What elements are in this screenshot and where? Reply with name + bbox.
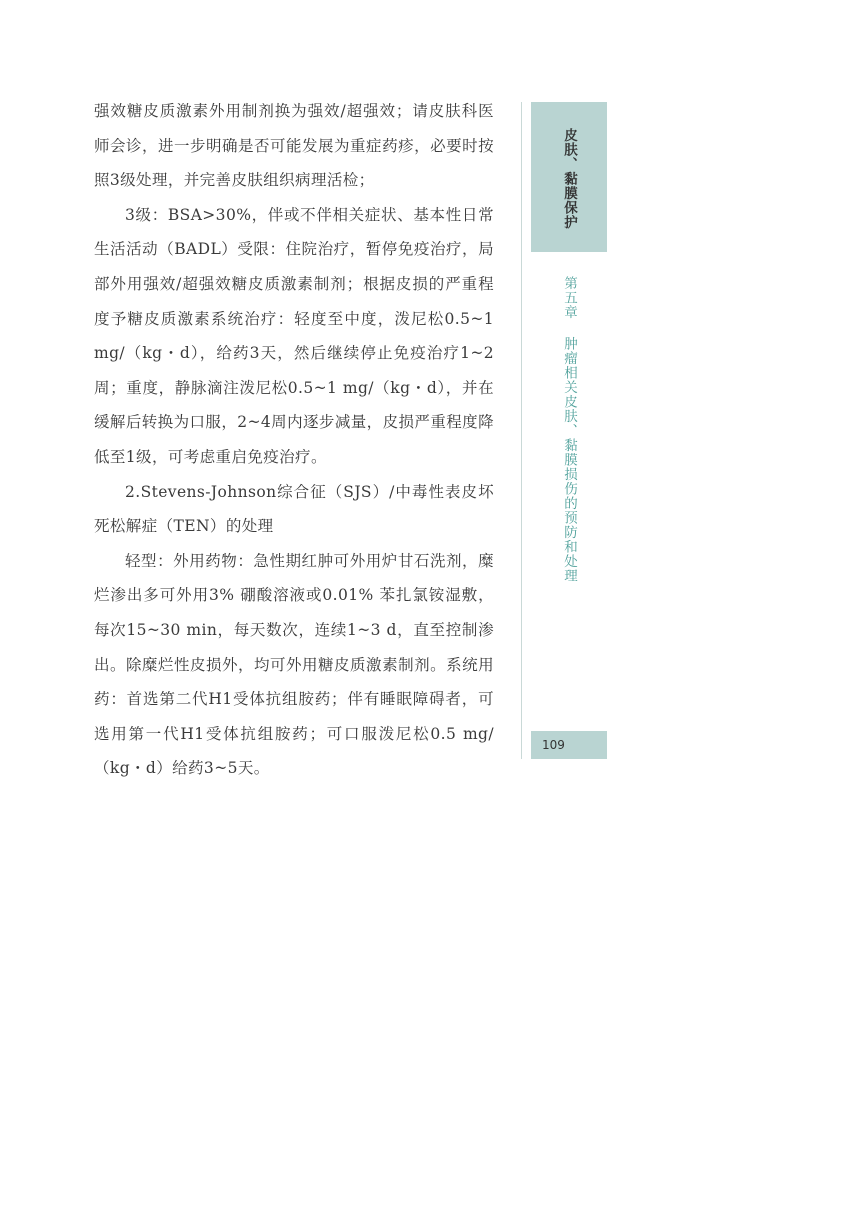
paragraph-continued: 强效糖皮质激素外用制剂换为强效/超强效；请皮肤科医师会诊，进一步明确是否可能发展为重症药疹，必要时按照3级处理，并完善皮肤组织病理活检； — [94, 102, 494, 190]
section-tab — [531, 102, 607, 252]
paragraph-sjs-heading: 2.Stevens-Johnson综合征（SJS）/中毒性表皮坏死松解症（TEN）的处理 — [94, 482, 494, 536]
page-number: 109 — [531, 731, 607, 759]
paragraph-mild-type: 轻型：外用药物：急性期红肿可外用炉甘石洗剂，糜烂渗出多可外用3% 硼酸溶液或0.01% 苯扎氯铵湿敷，每次15~30 min，每天数次，连续1~3 d，直至控制渗出。除糜烂性皮损外，均可外用糖皮质激素制剂。系统用药：首选第二代H1受体抗组胺药；伴有睡眠障碍者，可选用第一代H1受体抗组胺药；可口服泼尼松0.5 mg/（kg・d）给药3~5天。 — [94, 551, 494, 778]
section-tab-label: 皮肤、黏膜保护 — [561, 128, 577, 230]
body-text — [94, 94, 494, 786]
sidebar-divider — [521, 102, 522, 759]
paragraph-grade-3: 3级：BSA>30%，伴或不伴相关症状、基本性日常生活活动（BADL）受限：住院治疗，暂停免疫治疗，局部外用强效/超强效糖皮质激素制剂；根据皮损的严重程度予糖皮质激素系统治疗：轻度至中度，泼尼松0.5~1 mg/（kg・d），给药3天，然后继续停止免疫治疗1~2周；重度，静脉滴注泼尼松0.5~1 mg/（kg・d），并在缓解后转换为口服，2~4周内逐步减量，皮损严重程度降低至1级，可考虑重启免疫治疗。 — [94, 205, 494, 466]
chapter-title: 第五章 肿瘤相关皮肤、黏膜损伤的预防和处理 — [561, 276, 577, 583]
